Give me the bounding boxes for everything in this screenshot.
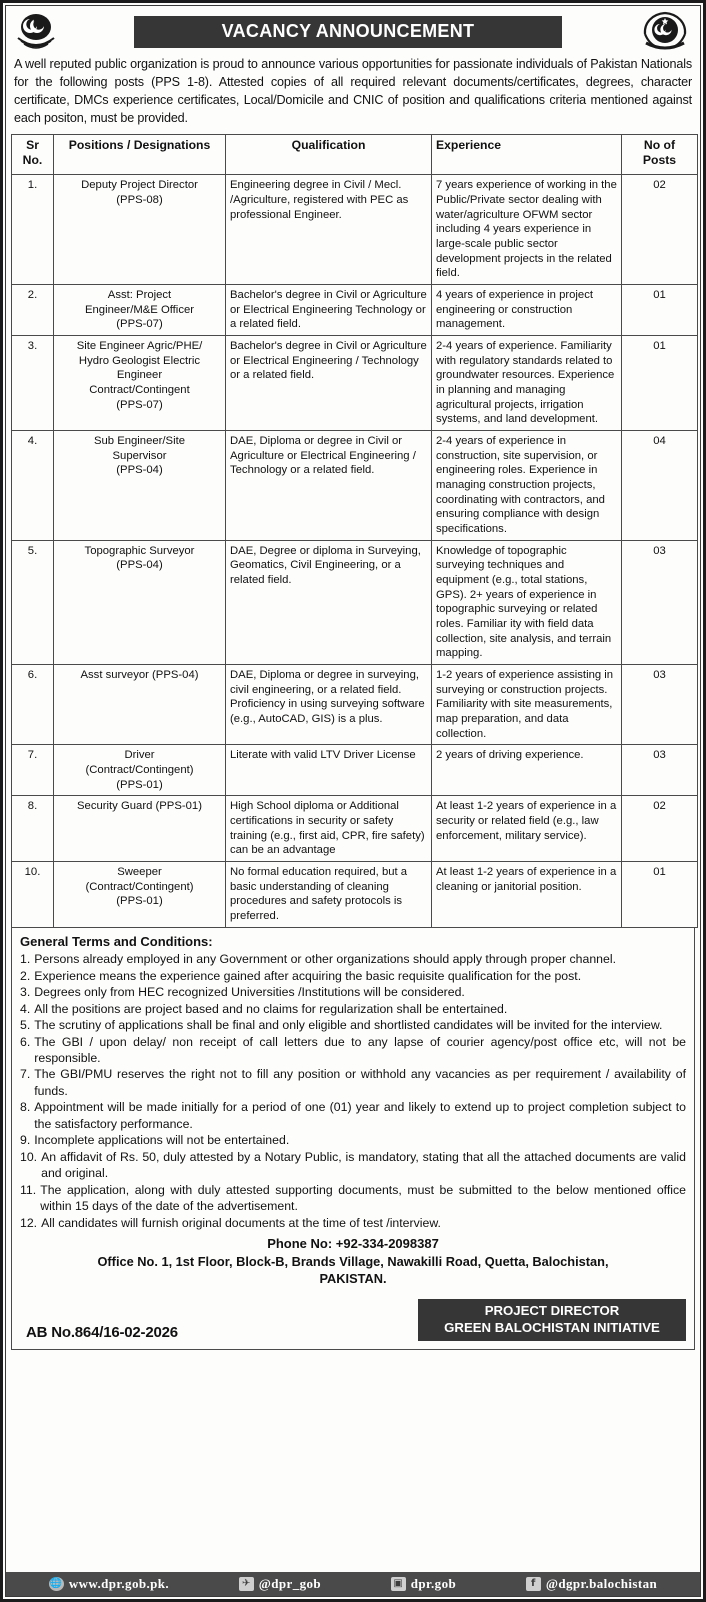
term-item — [20, 968, 686, 984]
term-item — [20, 1182, 686, 1215]
cell-experience: 2 years of driving experience. — [432, 745, 622, 796]
footer-item-label: www.dpr.gob.pk. — [68, 1576, 170, 1591]
term-text: The GBI / upon delay/ non receipt of call letters due to any lapse of courier agency/post office etc, will not be responsible. — [34, 1034, 686, 1066]
table-row — [12, 862, 698, 928]
term-number: 5. — [20, 1018, 31, 1033]
term-text: Incomplete applications will not be entertained. — [34, 1133, 290, 1148]
cell-qualification: Engineering degree in Civil / Mecl. /Agriculture, registered with PEC as professional Engineer. — [226, 175, 432, 285]
footer-item[interactable] — [49, 1576, 169, 1592]
position-line: Sweeper — [117, 866, 162, 879]
cell-no-of-posts: 03 — [622, 745, 698, 796]
position-line: Site Engineer Agric/PHE/ — [76, 339, 203, 352]
cell-sr-no: 4. — [12, 430, 54, 540]
footer-item-label: @dgpr.balochistan — [545, 1576, 658, 1591]
term-number: 2. — [20, 968, 31, 983]
cell-qualification: DAE, Diploma or degree in surveying, civil engineering, or a related field. Proficiency in using surveying software (e.g., AutoCAD, GIS) is a plus. — [226, 665, 432, 745]
position-line: (Contract/Contingent) — [85, 764, 194, 777]
cell-position — [54, 335, 226, 430]
position-line: Asst: Project — [107, 288, 172, 301]
general-terms-section — [11, 928, 695, 1350]
table-header-row — [12, 134, 698, 175]
table-header — [12, 134, 698, 175]
page-title-banner: VACANCY ANNOUNCEMENT — [134, 16, 562, 48]
cell-sr-no: 7. — [12, 745, 54, 796]
term-number: 1. — [20, 952, 31, 967]
cell-position — [54, 745, 226, 796]
footer-item[interactable] — [391, 1576, 456, 1592]
term-text: An affidavit of Rs. 50, duly attested by a Notary Public, is mandatory, stating that all the attached documents are valid and original. — [41, 1149, 686, 1181]
page-header — [6, 6, 700, 56]
cell-experience: 2-4 years of experience. Familiarity with regulatory standards related to groundwater resources. Experience in planning and managing agricultural projects, irrigation systems, and land development. — [432, 335, 622, 430]
facebook-icon: f — [526, 1577, 541, 1591]
footer-item-label: @dpr_gob — [258, 1576, 322, 1591]
term-item — [20, 984, 686, 1000]
term-item — [20, 951, 686, 967]
table-row — [12, 796, 698, 862]
cell-experience: 2-4 years of experience in construction, site supervision, or engineering roles. Experience in managing construction projects, coordinating with contractors, and ensuring compliance with design specifications. — [432, 430, 622, 540]
term-number: 6. — [20, 1034, 31, 1049]
cell-sr-no: 3. — [12, 335, 54, 430]
contact-block — [20, 1235, 686, 1287]
cell-no-of-posts: 01 — [622, 862, 698, 928]
table-row — [12, 284, 698, 335]
cell-sr-no: 10. — [12, 862, 54, 928]
term-item — [20, 1017, 686, 1033]
term-item — [20, 1034, 686, 1067]
term-number: 4. — [20, 1001, 31, 1016]
cell-experience: 4 years of experience in project engineering or construction management. — [432, 284, 622, 335]
table-row — [12, 540, 698, 664]
table-row — [12, 430, 698, 540]
intro-paragraph: A well reputed public organization is proud to announce various opportunities for passionate individuals of Pakistan Nationals for the following posts (PPS 1-8). Attested copies of all required relevant documents/certificates, degrees, character certificate, DMCs experience certificates, Local/Domicile and CNIC of position and qualifications criteria mentioned against each positon, must be provided. — [14, 57, 692, 125]
cell-no-of-posts: 02 — [622, 175, 698, 285]
signoff-organization: GREEN BALOCHISTAN INITIATIVE — [444, 1319, 660, 1335]
cell-qualification: Bachelor's degree in Civil or Agriculture or Electrical Engineering Technology or a related field. — [226, 284, 432, 335]
cell-position — [54, 430, 226, 540]
position-line: Supervisor — [112, 449, 167, 462]
signoff-area — [20, 1299, 686, 1345]
cell-position — [54, 175, 226, 285]
cell-qualification: DAE, Degree or diploma in Surveying, Geomatics, Civil Engineering, or a related field. — [226, 540, 432, 664]
cell-sr-no: 8. — [12, 796, 54, 862]
position-line: Sub Engineer/Site — [93, 434, 186, 447]
cell-experience: 7 years experience of working in the Public/Private sector dealing with water/agriculture OFWM sector including 4 years experience in large-scale public sector development projects in the related field. — [432, 175, 622, 285]
position-line: Topographic Surveyor — [84, 544, 195, 557]
position-line: Driver — [124, 749, 155, 762]
term-number: 12. — [20, 1215, 38, 1230]
position-line: Engineer/M&E Officer — [84, 303, 195, 316]
term-number: 8. — [20, 1100, 31, 1115]
term-number: 11. — [20, 1182, 37, 1197]
contact-address-line-2: PAKISTAN. — [319, 1270, 387, 1286]
signoff-designation: PROJECT DIRECTOR — [484, 1303, 620, 1319]
position-line: (Contract/Contingent) — [85, 880, 194, 893]
pakistan-government-emblem-left-icon — [12, 10, 60, 54]
term-item — [20, 1001, 686, 1017]
cell-qualification: DAE, Diploma or degree in Civil or Agriculture or Electrical Engineering / Technology or a related field. — [226, 430, 432, 540]
position-line: (PPS-04) — [116, 559, 163, 572]
position-line: (PPS-04) — [116, 464, 163, 477]
cell-qualification: High School diploma or Additional certifications in security or safety training (e.g., first aid, CPR, fire safety) can be an advantage — [226, 796, 432, 862]
position-line: (PPS-01) — [116, 778, 163, 791]
table-row — [12, 665, 698, 745]
contact-address-line-1: Office No. 1, 1st Floor, Block-B, Brands Village, Nawakilli Road, Quetta, Balochistan, — [97, 1253, 609, 1269]
cell-no-of-posts: 02 — [622, 796, 698, 862]
cell-experience: At least 1-2 years of experience in a security or related field (e.g., law enforcement, military service). — [432, 796, 622, 862]
term-item — [20, 1149, 686, 1182]
term-text: Appointment will be made initially for a period of one (01) year and likely to extend up to project completion subject to the satisfactory performance. — [34, 1100, 686, 1131]
cell-qualification: Bachelor's degree in Civil or Agriculture or Electrical Engineering / Technology or a related field. — [226, 335, 432, 430]
page-inner-border — [5, 5, 701, 1597]
signoff-box — [418, 1299, 686, 1341]
cell-qualification: Literate with valid LTV Driver License — [226, 745, 432, 796]
terms-list — [20, 951, 686, 1231]
table-row — [12, 175, 698, 285]
footer-item[interactable] — [526, 1576, 657, 1592]
table-row — [12, 745, 698, 796]
cell-experience: 1-2 years of experience assisting in surveying or construction projects. Familiarity with site measurements, map preparation, and data collection. — [432, 665, 622, 745]
position-line: Engineer — [116, 369, 163, 382]
social-footer-bar — [6, 1572, 700, 1596]
table-body — [12, 175, 698, 928]
term-text: The GBI/PMU reserves the right not to fill any position or withhold any vacancies as per requirement / availability of funds. — [34, 1067, 686, 1098]
cell-position: Security Guard (PPS-01) — [54, 796, 226, 862]
globe-icon: 🌐 — [49, 1578, 63, 1589]
column-header-qualification: Qualification — [226, 134, 432, 175]
position-line: (PPS-01) — [116, 895, 163, 908]
terms-title: General Terms and Conditions: — [20, 933, 213, 949]
cell-qualification: No formal education required, but a basic understanding of cleaning procedures and safety protocols is preferred. — [226, 862, 432, 928]
column-header-sr-no: Sr No. — [12, 134, 54, 175]
ab-number: AB No.864/16-02-2026 — [26, 1324, 178, 1342]
term-text: Persons already employed in any Government or other organizations should apply through proper channel. — [34, 952, 616, 967]
vacancy-table — [11, 134, 698, 928]
cell-position — [54, 540, 226, 664]
term-number: 9. — [20, 1133, 31, 1148]
term-text: All the positions are project based and no claims for regularization shall be entertained. — [34, 1001, 508, 1016]
column-header-no-of-posts: No of Posts — [622, 134, 698, 175]
term-item — [20, 1099, 686, 1132]
cell-no-of-posts: 03 — [622, 540, 698, 664]
position-line: (PPS-07) — [116, 318, 163, 331]
cell-position: Asst surveyor (PPS-04) — [54, 665, 226, 745]
cell-experience: Knowledge of topographic surveying techniques and equipment (e.g., total stations, GPS). 2+ years of experience in topographic surveying or related roles. Familiar ity with field data collection, site analysis, and terrain mapping. — [432, 540, 622, 664]
pakistan-government-emblem-right-icon — [636, 10, 694, 54]
column-header-positions: Positions / Designations — [54, 134, 226, 175]
twitter-icon: ✈ — [239, 1577, 254, 1591]
contact-phone: Phone No: +92-334-2098387 — [267, 1236, 439, 1252]
footer-item[interactable] — [239, 1576, 321, 1592]
term-item — [20, 1132, 686, 1148]
term-text: The application, along with duly attested supporting documents, must be submitted to the below mentioned office within 15 days of the date of the advertisement. — [40, 1182, 686, 1214]
cell-position — [54, 862, 226, 928]
cell-no-of-posts: 03 — [622, 665, 698, 745]
cell-sr-no: 1. — [12, 175, 54, 285]
term-text: The scrutiny of applications shall be final and only eligible and shortlisted candidates will be invited for the interview. — [34, 1018, 663, 1033]
term-number: 3. — [20, 985, 31, 1000]
term-text: Experience means the experience gained after acquiring the basic requisite qualification for the post. — [34, 968, 582, 983]
term-item — [20, 1066, 686, 1099]
cell-sr-no: 6. — [12, 665, 54, 745]
position-line: Hydro Geologist Electric — [78, 354, 201, 367]
cell-no-of-posts: 04 — [622, 430, 698, 540]
footer-item-label: dpr.gob — [410, 1576, 457, 1591]
term-text: Degrees only from HEC recognized Universities /Institutions will be considered. — [34, 985, 465, 1000]
cell-position — [54, 284, 226, 335]
cell-no-of-posts: 01 — [622, 335, 698, 430]
position-line: (PPS-08) — [116, 193, 163, 206]
instagram-icon: ▣ — [391, 1577, 406, 1591]
term-number: 10. — [20, 1149, 38, 1164]
term-item — [20, 1215, 686, 1231]
cell-sr-no: 5. — [12, 540, 54, 664]
position-line: Contract/Contingent — [89, 383, 190, 396]
cell-sr-no: 2. — [12, 284, 54, 335]
column-header-experience: Experience — [432, 134, 622, 175]
position-line: Deputy Project Director — [81, 179, 198, 192]
cell-no-of-posts: 01 — [622, 284, 698, 335]
term-number: 7. — [20, 1067, 31, 1082]
position-line: (PPS-07) — [116, 398, 163, 411]
term-text: All candidates will furnish original documents at the time of test /interview. — [41, 1215, 441, 1230]
table-row — [12, 335, 698, 430]
cell-experience: At least 1-2 years of experience in a cleaning or janitorial position. — [432, 862, 622, 928]
